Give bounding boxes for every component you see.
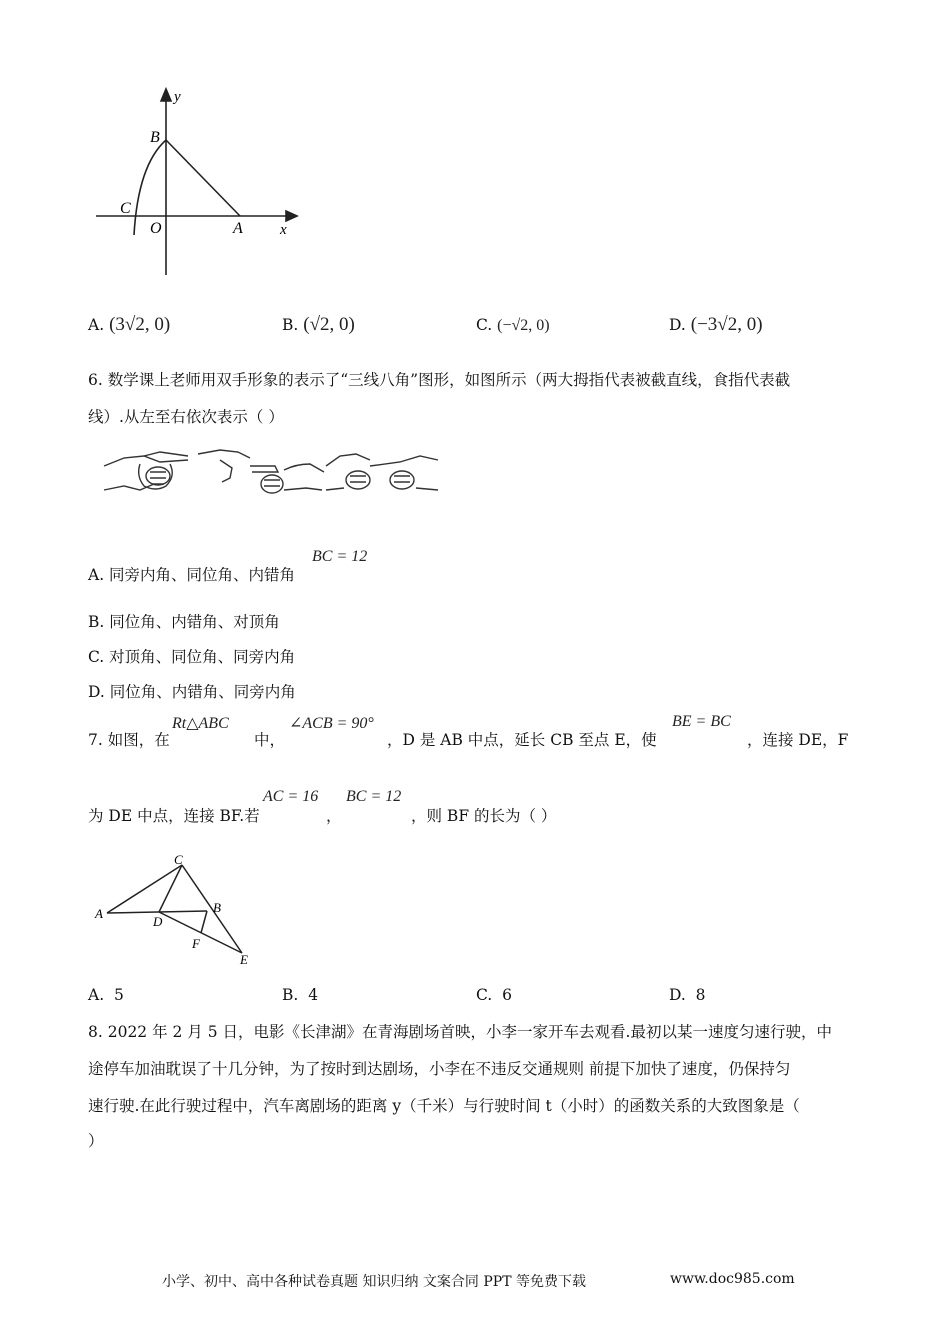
hand-gestures-figure xyxy=(100,446,445,502)
q7-text-part6: ， xyxy=(326,807,342,825)
q7-text-part4: ，连接 DE，F xyxy=(747,731,849,749)
q7-math-bc: BC = 12 xyxy=(346,788,402,805)
q6-option-a[interactable]: A. 同旁内角、同位角、内错角 xyxy=(88,566,296,584)
q6-option-c[interactable]: C. 对顶角、同位角、同旁内角 xyxy=(88,648,296,666)
q8-question-line3: 速行驶.在此行驶过程中，汽车离剧场的距离 y（千米）与行驶时间 t（小时）的函数关系的大致图象是（ xyxy=(88,1097,800,1115)
q7-option-b[interactable] xyxy=(282,986,318,1004)
q7-option-c[interactable] xyxy=(476,986,512,1004)
q7-option-c-value: 6 xyxy=(502,986,512,1004)
label-c: C xyxy=(120,200,131,217)
triangle-figure xyxy=(90,848,265,970)
label-x: x xyxy=(280,222,287,238)
q5-option-a-value: (3√2, 0) xyxy=(109,314,171,335)
label-o: O xyxy=(150,220,162,237)
label-a: A xyxy=(233,220,243,237)
q6-question-line2: 线）.从左至右依次表示（ ） xyxy=(88,408,284,426)
q7-option-a-value: 5 xyxy=(113,986,124,1004)
label-y: y xyxy=(174,89,181,105)
q7-math-rt-abc: Rt△ABC xyxy=(172,715,229,732)
segment-ab xyxy=(166,140,240,216)
q6-option-a-extra: BC = 12 xyxy=(312,548,368,565)
segment-bf xyxy=(201,911,207,933)
coordinate-figure xyxy=(90,85,305,280)
q5-option-b-value: (√2, 0) xyxy=(303,314,355,335)
q7-text-part1: 7. 如图，在 xyxy=(88,731,170,749)
x-axis-arrow xyxy=(286,211,297,221)
q7-option-d-letter: D. xyxy=(669,986,686,1004)
q6-option-d[interactable]: D. 同位角、内错角、同旁内角 xyxy=(88,683,296,701)
q6-question-line1: 6. 数学课上老师用双手形象的表示了“三线八角”图形，如图所示（两大拇指代表被截直线，食指代表截 xyxy=(88,371,791,389)
tri-label-a: A xyxy=(95,906,103,921)
q7-text-part5: 为 DE 中点，连接 BF.若 xyxy=(88,807,260,825)
tri-label-e: E xyxy=(240,952,248,967)
q5-option-d-letter: D. xyxy=(669,316,686,334)
q7-option-a[interactable] xyxy=(88,986,124,1004)
q5-option-a[interactable] xyxy=(88,314,170,336)
label-b: B xyxy=(150,129,160,146)
q6-option-b[interactable]: B. 同位角、内错角、对顶角 xyxy=(88,613,280,631)
q7-option-c-letter: C. xyxy=(476,986,493,1004)
q7-option-b-value: 4 xyxy=(308,986,319,1004)
q7-text-part2: 中， xyxy=(254,731,286,749)
hand-gesture-1 xyxy=(104,452,188,490)
q7-option-a-letter: A. xyxy=(88,986,105,1004)
hand-gesture-3 xyxy=(326,454,438,490)
footer-promo-text: 小学、初中、高中各种试卷真题 知识归纳 文案合同 PPT 等免费下载 xyxy=(162,1274,586,1290)
q5-option-b[interactable] xyxy=(282,314,355,336)
q5-option-c-letter: C. xyxy=(476,316,493,334)
q5-option-d[interactable] xyxy=(669,314,763,336)
q8-question-line1: 8. 2022 年 2 月 5 日，电影《长津湖》在青海剧场首映，小李一家开车去观看.最初以某一速度匀速行驶，中 xyxy=(88,1023,832,1041)
segment-ce xyxy=(182,865,242,953)
q5-option-c[interactable] xyxy=(476,316,550,335)
tri-label-f: F xyxy=(192,936,200,951)
y-axis-arrow xyxy=(161,89,171,101)
q5-option-d-value: (−3√2, 0) xyxy=(690,314,763,335)
q8-question-line4: ） xyxy=(88,1132,104,1150)
tri-label-d: D xyxy=(153,914,163,929)
q7-option-d-value: 8 xyxy=(695,986,706,1004)
q8-question-line2: 途停车加油耽误了十几分钟，为了按时到达剧场，小李在不违反交通规则 前提下加快了速度，仍保持匀 xyxy=(88,1060,791,1078)
tri-label-c: C xyxy=(174,852,183,867)
q7-math-ac: AC = 16 xyxy=(263,788,319,805)
footer-url[interactable]: www.doc985.com xyxy=(670,1271,795,1287)
q7-option-b-letter: B. xyxy=(282,986,299,1004)
hand-gesture-2 xyxy=(198,450,324,493)
q7-text-part3: ，D 是 AB 中点，延长 CB 至点 E，使 xyxy=(387,731,657,749)
q7-text-part7: ，则 BF 的长为（ ） xyxy=(411,807,557,825)
q7-math-angle: ∠ACB = 90° xyxy=(289,715,374,732)
q5-option-a-letter: A. xyxy=(88,316,105,334)
q7-option-d[interactable] xyxy=(669,986,706,1004)
q5-option-c-value: (−√2, 0) xyxy=(497,317,550,334)
side-ab xyxy=(107,911,207,913)
q5-option-b-letter: B. xyxy=(282,316,299,334)
tri-label-b: B xyxy=(213,900,221,915)
q7-math-be-bc: BE = BC xyxy=(672,713,731,730)
